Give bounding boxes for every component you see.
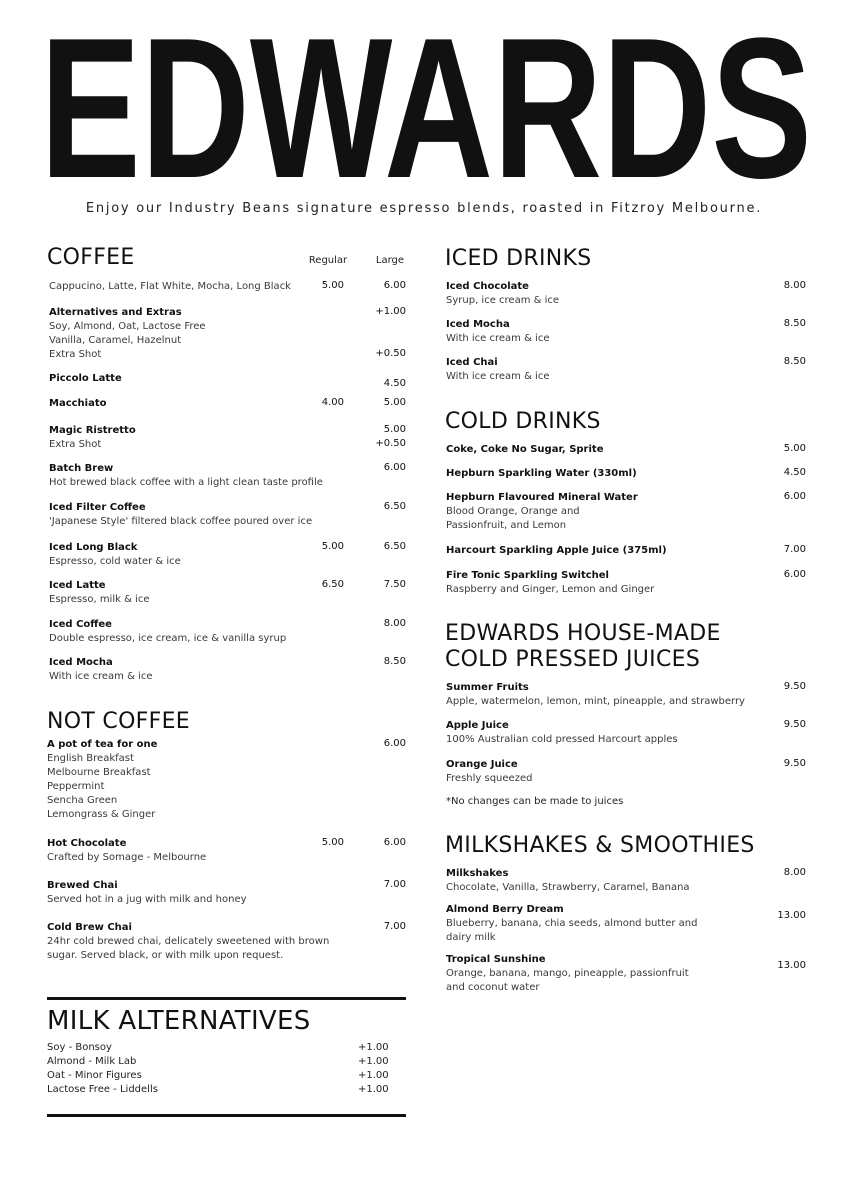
item-desc: Apple, watermelon, lemon, mint, pineapple, and strawberry xyxy=(446,696,745,707)
price-regular: 6.50 xyxy=(321,579,344,590)
milk-top-rule xyxy=(47,997,406,1000)
menu-item xyxy=(446,569,654,597)
item-desc: Double espresso, ice cream, ice & vanilla syrup xyxy=(49,633,287,644)
item-name: Macchiato xyxy=(49,398,107,409)
milk-price: +1.00 xyxy=(358,1056,389,1067)
item-desc: With ice cream & ice xyxy=(446,333,550,344)
price-large: 6.50 xyxy=(383,501,406,512)
item-name: Fire Tonic Sparkling Switchel xyxy=(446,570,609,581)
item-desc: Melbourne Breakfast xyxy=(47,767,151,778)
menu-item xyxy=(446,491,638,533)
brand-name: EDWARDS xyxy=(40,22,812,182)
milk-price: +1.00 xyxy=(358,1084,389,1095)
menu-item xyxy=(446,953,689,995)
menu-item xyxy=(446,903,697,945)
milk-price: +1.00 xyxy=(358,1042,389,1053)
item-desc: Blood Orange, Orange and xyxy=(446,506,580,517)
item-name: Harcourt Sparkling Apple Juice (375ml) xyxy=(446,545,667,556)
price-regular: 5.00 xyxy=(321,837,344,848)
menu-item xyxy=(49,541,181,569)
milk-name: Almond - Milk Lab xyxy=(47,1056,137,1067)
item-desc: Vanilla, Caramel, Hazelnut xyxy=(49,335,182,346)
milk-bottom-rule xyxy=(47,1114,406,1117)
price-regular: 4.00 xyxy=(321,397,344,408)
price: 9.50 xyxy=(783,681,806,692)
item-name: Iced Mocha xyxy=(49,657,113,668)
menu-item xyxy=(49,372,122,386)
item-desc: dairy milk xyxy=(446,932,496,943)
item-desc: Raspberry and Ginger, Lemon and Ginger xyxy=(446,584,655,595)
price: 6.00 xyxy=(783,491,806,502)
price-large: 4.50 xyxy=(383,378,406,389)
menu-item xyxy=(49,424,136,452)
item-name: A pot of tea for one xyxy=(47,739,158,750)
item-desc: Hot brewed black coffee with a light clean taste profile xyxy=(49,477,323,488)
item-name: Iced Chai xyxy=(446,357,498,368)
price-large: 7.00 xyxy=(383,921,406,932)
milk-name: Oat - Minor Figures xyxy=(47,1070,142,1081)
price-large: 6.00 xyxy=(383,462,406,473)
brand-wordmark xyxy=(40,22,812,182)
item-desc: Peppermint xyxy=(47,781,105,792)
item-desc: 100% Australian cold pressed Harcourt apples xyxy=(446,734,678,745)
menu-item xyxy=(446,467,637,481)
item-desc: With ice cream & ice xyxy=(49,671,153,682)
menu-item xyxy=(49,656,153,684)
price: 5.00 xyxy=(783,443,806,454)
coffee-title: COFFEE xyxy=(47,245,135,270)
price-large: 6.00 xyxy=(383,280,406,291)
price: 13.00 xyxy=(777,960,806,971)
item-desc: Espresso, milk & ice xyxy=(49,594,150,605)
price-large: 7.00 xyxy=(383,879,406,890)
menu-item xyxy=(47,837,206,865)
menu-item xyxy=(446,318,550,346)
menu-item xyxy=(49,618,286,646)
item-desc: Soy, Almond, Oat, Lactose Free xyxy=(49,321,206,332)
item-name: Magic Ristretto xyxy=(49,425,136,436)
menu-item xyxy=(446,280,559,308)
item-name: Iced Mocha xyxy=(446,319,510,330)
price: 13.00 xyxy=(777,910,806,921)
menu-item xyxy=(49,280,291,294)
col-large-header: Large xyxy=(375,255,405,266)
menu-item xyxy=(446,719,678,747)
price: 8.50 xyxy=(783,356,806,367)
item-name: Hepburn Sparkling Water (330ml) xyxy=(446,468,637,479)
price-large: 5.00 xyxy=(383,424,406,435)
milk-name: Lactose Free - Liddells xyxy=(47,1084,158,1095)
price: 9.50 xyxy=(783,719,806,730)
item-name: Hepburn Flavoured Mineral Water xyxy=(446,492,638,503)
menu-item xyxy=(49,306,206,362)
item-desc: English Breakfast xyxy=(47,753,134,764)
price-large: 8.50 xyxy=(383,656,406,667)
milk-price: +1.00 xyxy=(358,1070,389,1081)
price: 8.00 xyxy=(783,280,806,291)
col-regular-header: Regular xyxy=(308,255,348,266)
item-desc: 'Japanese Style' filtered black coffee poured over ice xyxy=(49,516,313,527)
item-desc: 24hr cold brewed chai, delicately sweetened with brown xyxy=(47,936,330,947)
price-regular: 5.00 xyxy=(321,280,344,291)
milk-name: Soy - Bonsoy xyxy=(47,1042,112,1053)
menu-item xyxy=(49,462,323,490)
price: 7.00 xyxy=(783,544,806,555)
menu-item xyxy=(446,758,532,786)
brand-logo xyxy=(40,22,812,182)
item-name: Coke, Coke No Sugar, Sprite xyxy=(446,444,604,455)
item-name: Tropical Sunshine xyxy=(446,954,546,965)
item-name: Iced Filter Coffee xyxy=(49,502,146,513)
item-name: Alternatives and Extras xyxy=(49,307,182,318)
item-name: Orange Juice xyxy=(446,759,518,770)
item-name: Almond Berry Dream xyxy=(446,904,564,915)
menu-item xyxy=(47,738,157,822)
price-large: 8.00 xyxy=(383,618,406,629)
item-name: Hot Chocolate xyxy=(47,838,127,849)
item-name: Batch Brew xyxy=(49,463,114,474)
menu-item xyxy=(446,356,550,384)
item-desc: With ice cream & ice xyxy=(446,371,550,382)
price: 8.00 xyxy=(783,867,806,878)
menu-item xyxy=(446,681,745,709)
item-desc: Freshly squeezed xyxy=(446,773,533,784)
price-regular: 5.00 xyxy=(321,541,344,552)
price-extra: +0.50 xyxy=(375,438,406,449)
item-desc: sugar. Served black, or with milk upon request. xyxy=(47,950,284,961)
price-large: 7.50 xyxy=(383,579,406,590)
menu-item xyxy=(49,397,107,411)
tagline: Enjoy our Industry Beans signature espresso blends, roasted in Fitzroy Melbourne. xyxy=(85,201,763,216)
item-name: Piccolo Latte xyxy=(49,373,122,384)
item-desc: Passionfruit, and Lemon xyxy=(446,520,567,531)
menu-item xyxy=(47,921,329,963)
menu-item xyxy=(49,579,150,607)
juices-title-line2: COLD PRESSED JUICES xyxy=(445,647,701,672)
item-desc: Served hot in a jug with milk and honey xyxy=(47,894,247,905)
item-name: Iced Chocolate xyxy=(446,281,529,292)
item-name: Iced Long Black xyxy=(49,542,138,553)
item-name: Iced Coffee xyxy=(49,619,112,630)
price-large: 5.00 xyxy=(383,397,406,408)
item-desc: Extra Shot xyxy=(49,439,102,450)
item-name: Milkshakes xyxy=(446,868,509,879)
price-large: 6.00 xyxy=(383,837,406,848)
iced-drinks-title: ICED DRINKS xyxy=(445,246,592,271)
price: 8.50 xyxy=(783,318,806,329)
milk-title: MILK ALTERNATIVES xyxy=(47,1006,311,1036)
item-desc: Orange, banana, mango, pineapple, passionfruit xyxy=(446,968,689,979)
price: 9.50 xyxy=(783,758,806,769)
menu-item xyxy=(49,501,312,529)
juices-note: *No changes can be made to juices xyxy=(446,796,624,807)
menu-item xyxy=(446,443,603,457)
item-desc: Crafted by Somage - Melbourne xyxy=(47,852,207,863)
item-name: Brewed Chai xyxy=(47,880,118,891)
price-large: +1.00 xyxy=(375,306,406,317)
item-desc: Syrup, ice cream & ice xyxy=(446,295,560,306)
price: 4.50 xyxy=(783,467,806,478)
cold-drinks-title: COLD DRINKS xyxy=(445,409,601,434)
item-name: Summer Fruits xyxy=(446,682,529,693)
item-name: Apple Juice xyxy=(446,720,509,731)
price: 6.00 xyxy=(783,569,806,580)
item-desc: Sencha Green xyxy=(47,795,118,806)
price-large: 6.00 xyxy=(383,738,406,749)
item-desc: and coconut water xyxy=(446,982,540,993)
menu-item xyxy=(446,544,667,558)
item-desc: Chocolate, Vanilla, Strawberry, Caramel, Banana xyxy=(446,882,690,893)
item-desc: Cappucino, Latte, Flat White, Mocha, Long Black xyxy=(49,281,291,292)
price-extra: +0.50 xyxy=(375,348,406,359)
item-name: Cold Brew Chai xyxy=(47,922,132,933)
not-coffee-title: NOT COFFEE xyxy=(47,709,190,734)
menu-item xyxy=(446,867,690,895)
item-desc: Extra Shot xyxy=(49,349,102,360)
price-large: 6.50 xyxy=(383,541,406,552)
juices-title-line1: EDWARDS HOUSE-MADE xyxy=(445,621,721,646)
shakes-title: MILKSHAKES & SMOOTHIES xyxy=(445,833,755,858)
item-desc: Lemongrass & Ginger xyxy=(47,809,156,820)
item-desc: Espresso, cold water & ice xyxy=(49,556,181,567)
item-name: Iced Latte xyxy=(49,580,106,591)
menu-item xyxy=(47,879,247,907)
item-desc: Blueberry, banana, chia seeds, almond butter and xyxy=(446,918,698,929)
